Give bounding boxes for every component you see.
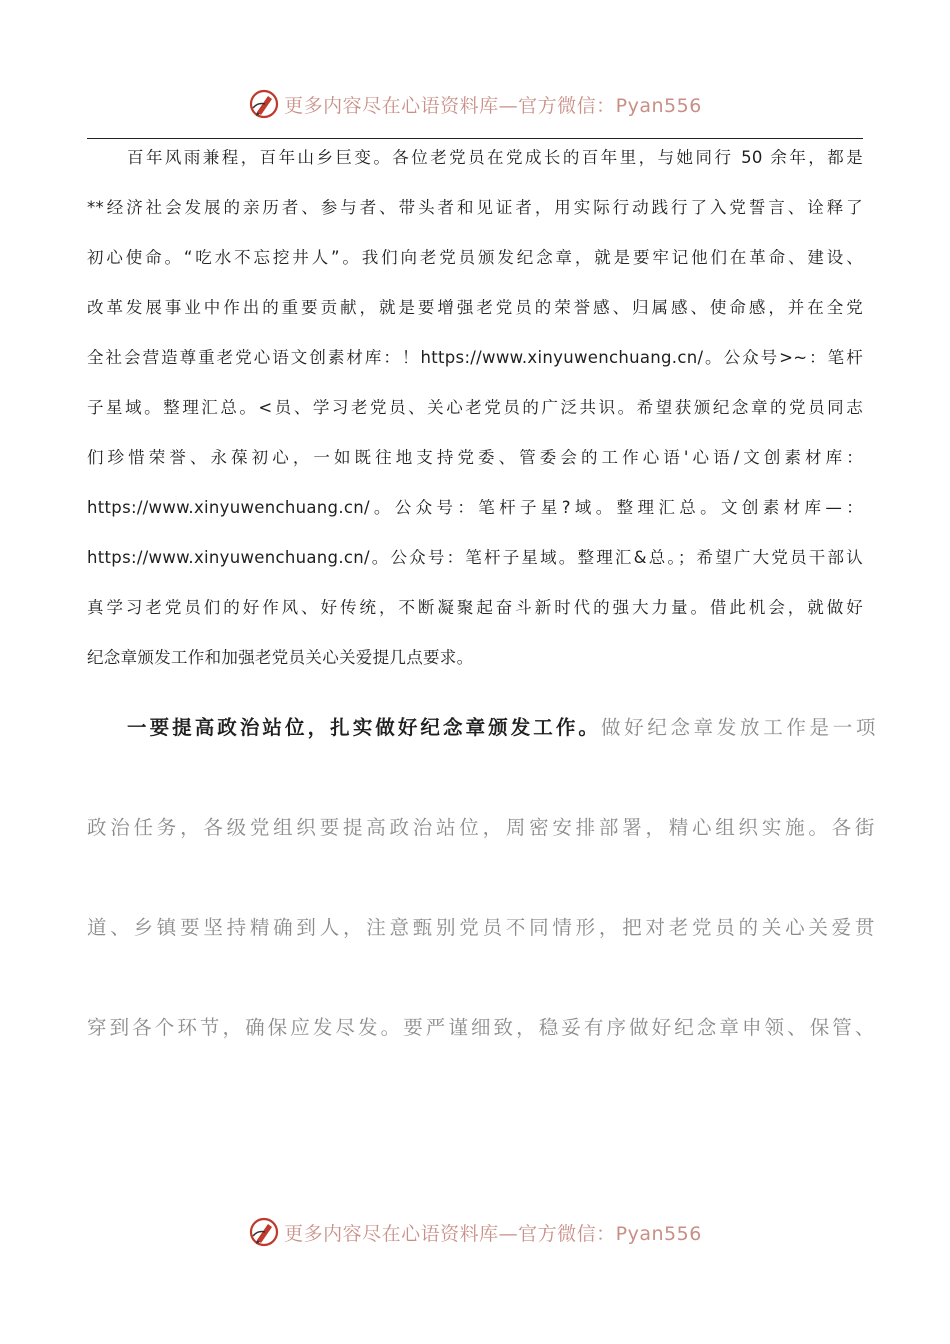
paragraph-1: [87, 144, 863, 694]
para1-line: 初心使命。“吃水不忘挖井人”。我们向老党员颁发纪念章，就是要牢记他们在革命、建设、: [87, 248, 863, 267]
para1-line: 纪念章颁发工作和加强老党员关心关爱提几点要求。: [87, 648, 474, 667]
section-heading: 一要提高政治站位，扎实做好纪念章颁发工作。: [127, 716, 601, 739]
header-wechat-id: Pyan556: [615, 94, 702, 117]
header-divider: [87, 138, 863, 139]
para1-line: **经济社会发展的亲历者、参与者、带头者和见证者，用实际行动践行了入党誓言、诠释了: [87, 198, 863, 217]
footer-banner-text: 更多内容尽在心语资料库—官方微信：Pyan556: [284, 1222, 702, 1245]
para1-line: 们珍惜荣誉、永葆初心，一如既往地支持党委、管委会的工作心语'心语/文创素材库：: [87, 448, 863, 467]
pen-logo-icon: [248, 88, 280, 120]
paragraph-2: [87, 706, 877, 1106]
header-banner-text: 更多内容尽在心语资料库—官方微信：Pyan556: [284, 94, 702, 117]
footer-banner: [0, 1212, 950, 1252]
para2-line: 穿到各个环节，确保应发尽发。要严谨细致，稳妥有序做好纪念章申领、保管、: [87, 1016, 877, 1039]
para1-line: https://www.xinyuwenchuang.cn/。公众号：笔杆子星域。整理汇&总。；希望广大党员干部认: [87, 548, 863, 567]
para2-line: 道、乡镇要坚持精确到人，注意甄别党员不同情形，把对老党员的关心关爱贯: [87, 916, 877, 939]
para1-line: https://www.xinyuwenchuang.cn/。公众号：笔杆子星?域。整理汇总。文创素材库—：: [87, 498, 863, 517]
para1-line: 真学习老党员们的好作风、好传统，不断凝聚起奋斗新时代的强大力量。借此机会，就做好: [87, 598, 863, 617]
para1-line: 子星域。整理汇总。<员、学习老党员、关心老党员的广泛共识。希望获颁纪念章的党员同志: [87, 398, 863, 417]
footer-wechat-id: Pyan556: [615, 1222, 702, 1245]
pen-logo-icon: [248, 1216, 280, 1248]
para2-first-line-rest: 做好纪念章发放工作是一项: [601, 716, 877, 739]
para1-line: 百年风雨兼程，百年山乡巨变。各位老党员在党成长的百年里，与她同行 50 余年，都是: [127, 148, 863, 167]
para2-line: 政治任务，各级党组织要提高政治站位，周密安排部署，精心组织实施。各街: [87, 816, 877, 839]
para1-line: 全社会营造尊重老党心语文创素材库：！https://www.xinyuwenchuang.cn/。公众号>~：笔杆: [87, 348, 863, 367]
para2-first-line: [87, 706, 877, 806]
header-banner: [0, 84, 950, 124]
para1-line: 改革发展事业中作出的重要贡献，就是要增强老党员的荣誉感、归属感、使命感，并在全党: [87, 298, 863, 317]
